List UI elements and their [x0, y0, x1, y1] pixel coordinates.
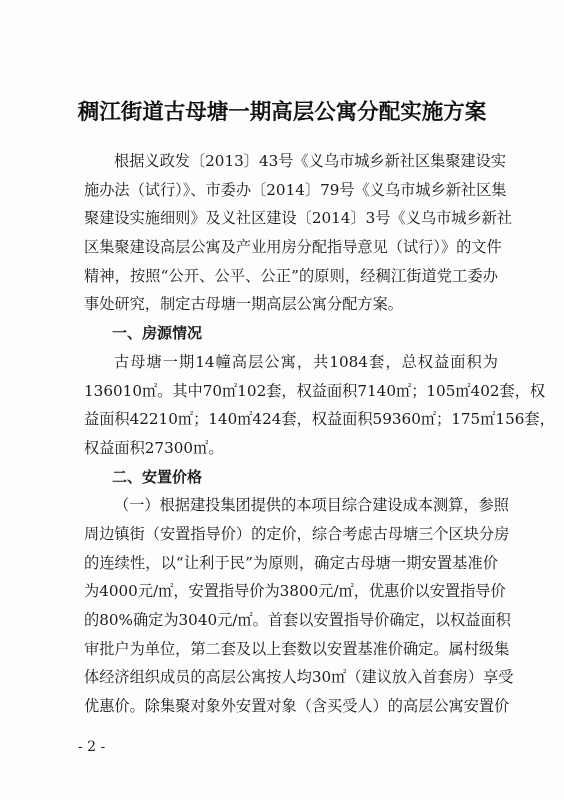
section-heading: 二、安置价格 [112, 467, 203, 486]
page-number: - 2 - [78, 739, 106, 755]
body-text-line: 审批户为单位，第二套及以上套数以安置基准价确定。属村级集 [84, 639, 510, 658]
body-text-line: （一）根据建投集团提供的本项目综合建设成本测算，参照 [114, 496, 509, 515]
body-text-line: 为4000元/㎡，安置指导价为3800元/㎡，优惠价以安置指导价 [84, 582, 506, 601]
body-text-line: 益面积42210㎡；140㎡424套，权益面积59360㎡；175㎡156套， [84, 410, 555, 429]
body-text-line: 权益面积27300㎡。 [84, 438, 224, 457]
body-text-line: 根据义政发〔2013〕43号《义乌市城乡新社区集聚建设实 [114, 152, 507, 170]
body-text-line: 的80%确定为3040元/㎡。首套以安置指导价确定，以权益面积 [84, 611, 511, 629]
section-heading: 一、房源情况 [112, 324, 203, 343]
body-text-line: 区集聚建设高层公寓及产业用房分配指导意见（试行）》的文件 [84, 238, 502, 257]
body-text-line: 136010㎡。其中70㎡102套，权益面积7140㎡；105㎡402套，权 [84, 381, 546, 400]
body-text-line: 施办法（试行）》、市委办〔2014〕79号《义乌市城乡新社区集 [84, 180, 507, 199]
body-text-line: 事处研究，制定古母塘一期高层公寓分配方案。 [84, 295, 403, 314]
body-text-line: 精神，按照“公开、公平、公正”的原则，经稠江街道党工委办 [84, 266, 498, 285]
body-text-line: 的连续性，以“让利于民”为原则，确定古母塘一期安置基准价 [84, 553, 498, 572]
body-text-line: 周边镇街（安置指导价）的定价，综合考虑古母塘三个区块分房 [84, 524, 510, 543]
body-text-line: 古母塘一期14幢高层公寓，共1084套，总权益面积为 [114, 352, 498, 371]
body-text-line: 体经济组织成员的高层公寓按人均30㎡（建议放入首套房）享受 [84, 668, 514, 687]
document-title: 稠江街道古母塘一期高层公寓分配实施方案 [77, 100, 487, 125]
body-text-line: 优惠价。除集聚对象外安置对象（含买受人）的高层公寓安置价 [84, 697, 510, 716]
document-body [84, 147, 555, 721]
body-text-line: 聚建设实施细则》及义社区建设〔2014〕3号《义乌市城乡新社 [84, 209, 513, 228]
